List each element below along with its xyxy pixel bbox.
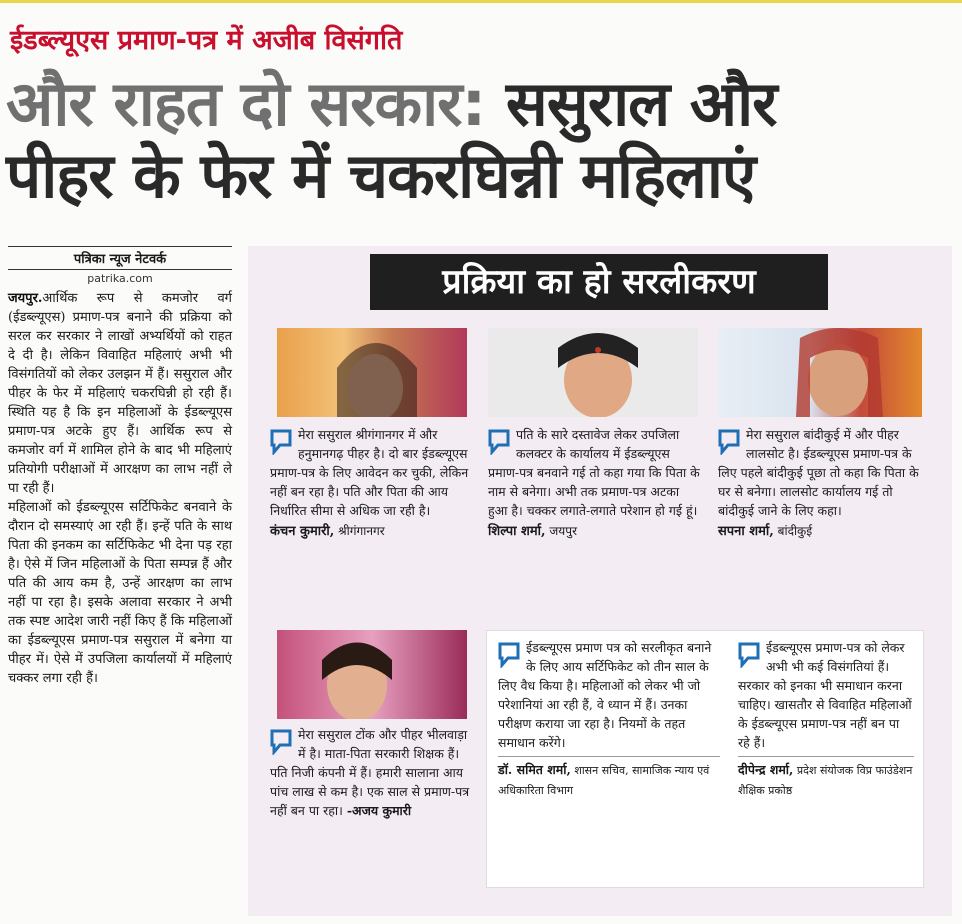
photo-shilpa-sharma: [488, 328, 698, 417]
article-column: [8, 246, 232, 906]
article-text-1: आर्थिक रूप से कमजोर वर्ग (ईडब्ल्यूएस) प्रमाण-पत्र बनाने की प्रक्रिया को सरल कर सरकार ने लाखों अभ्यर्थियों को राहत दे दी है। लेकिन विवाहित महिलाएं अभी भी विसंगतियों को लेकर उलझन में हैं। ससुराल और पीहर के फेर में महिलाएं चकरघिन्नी हो रही हैं। स्थिति यह है कि इन महिलाओं के ईडब्ल्यूएस प्रमाण-पत्र अटके हुए हैं। आर्थिक रूप से कमजोर वर्ग में शामिल होने के बाद भी महिलाएं प्रतियोगी परीक्षाओं में आरक्षण का लाभ नहीं ले पा रही हैं।: [8, 291, 232, 496]
quote-signature: [270, 522, 470, 541]
quote-3: [718, 425, 926, 541]
headline: [6, 68, 956, 212]
official-signature: [738, 756, 914, 800]
quote-name: सपना शर्मा,: [718, 524, 774, 539]
official-quote-1: [498, 638, 720, 800]
quote-name: -अजय कुमारी: [346, 803, 412, 818]
photo-kanchan-kumari: [277, 328, 467, 417]
quote-icon: [270, 429, 292, 455]
quote-text: मेरा ससुराल टोंक और पीहर भीलवाड़ा में है। माता-पिता सरकारी शिक्षक हैं। पति निजी कंपनी में हैं। हमारी सालाना आय पांच लाख से कम है। एक साल से प्रमाण-पत्र नहीं बन पा रहा।: [270, 727, 470, 818]
quote-icon: [718, 429, 740, 455]
quote-signature: [718, 522, 926, 541]
site-url: patrika.com: [87, 272, 153, 285]
article-body: [8, 289, 232, 688]
quote-text: मेरा ससुराल श्रीगंगानगर में और हनुमानगढ़ पीहर है। दो बार ईडब्ल्यूएस प्रमाण-पत्र के लिए आवेदन कर चुकी, लेकिन नहीं बन रहा है। पति और पिता की आय निर्धारित सीमा से अधिक जा रही है।: [270, 427, 469, 518]
official-name: डॉ. समित शर्मा,: [498, 762, 571, 777]
quote-icon: [488, 429, 510, 455]
official-signature: [498, 756, 720, 800]
kicker: ईडब्ल्यूएस प्रमाण-पत्र में अजीब विसंगति: [10, 25, 403, 56]
quote-icon: [738, 642, 760, 668]
official-role: शासन सचिव, सामाजिक न्याय एवं अधिकारिता विभाग: [498, 764, 710, 797]
quote-place: बांदीकुई: [773, 524, 813, 538]
headline-part1: और राहत दो सरकार:: [6, 67, 486, 140]
article-paragraph-2: महिलाओं को ईडब्ल्यूएस सर्टिफिकेट बनवाने के दौरान दो समस्याएं आ रही हैं। इन्हें पति के साथ पिता की इनकम का सर्टिफिकेट भी देना पड़ रहा है। ऐसे में जिन महिलाओं के पिता सम्पन्न हैं और पति की आय कम है, उन्हें आरक्षण का लाभ नहीं पा रहा है। इसके अलावा सरकार ने अभी तक स्पष्ट आदेश जारी नहीं किए हैं कि महिलाओं का ईडब्ल्यूएस प्रमाण-पत्र ससुराल में बनेगा या पीहर में। ऐसे में उपजिला कार्यालयों में महिलाएं चक्कर लगा रही हैं।: [8, 500, 232, 686]
headline-line2: पीहर के फेर में चकरघिन्नी महिलाएं: [6, 139, 756, 212]
portrait-icon: [277, 630, 467, 719]
official-quote-2: [738, 638, 914, 800]
article-paragraph-1: [8, 289, 232, 498]
byline: पत्रिका न्यूज नेटवर्क: [8, 246, 232, 270]
quote-place: जयपुर: [545, 524, 577, 538]
quote-icon: [270, 729, 292, 755]
quote-2: [488, 425, 702, 541]
quote-name: कंचन कुमारी,: [270, 524, 335, 539]
headline-part2: ससुराल और: [485, 67, 777, 140]
quote-text: मेरा ससुराल बांदीकुई में और पीहर लालसोट है। ईडब्ल्यूएस प्रमाण-पत्र के लिए पहले बांदीकुई पूछा तो कहा कि पिता के घर से बनेगा। लालसोट कार्यालय गई तो बांदीकुई जाने के लिए कहा।: [718, 427, 919, 518]
top-rule: [0, 0, 962, 3]
official-text: ईडब्ल्यूएस प्रमाण पत्र को सरलीकृत बनाने के लिए आय सर्टिफिकेट को तीन साल के लिए वैध किया है। महिलाओं को लेकर भी जो परेशानियां आ रही हैं, वे ध्यान में हैं। उनका परीक्षण कराया जा रहा है। नियमों के तहत समाधान करेंगे।: [498, 640, 712, 750]
dateline: जयपुर.: [8, 291, 43, 306]
official-text: ईडब्ल्यूएस प्रमाण-पत्र को लेकर अभी भी कई विसंगतियां हैं। सरकार को इनका भी समाधान करना चाहिए। खासतौर से विवाहित महिलाओं के ईडब्ल्यूएस प्रमाण-पत्र नहीं बन पा रहे हैं।: [738, 640, 912, 750]
quote-signature: [488, 522, 702, 541]
portrait-icon: [277, 328, 467, 417]
portrait-icon: [718, 328, 922, 417]
official-name: दीपेन्द्र शर्मा,: [738, 762, 794, 777]
quote-icon: [498, 642, 520, 668]
quote-1: [270, 425, 470, 541]
quote-text: पति के सारे दस्तावेज लेकर उपजिला कलक्टर के कार्यालय में ईडब्ल्यूएस प्रमाण-पत्र बनवाने गई तो कहा गया कि पिता के नाम से बनेगा। अभी तक प्रमाण-पत्र अटका हुआ है। चक्कर लगाते-लगाते परेशान हो गई हूं।: [488, 427, 700, 518]
official-role: प्रदेश संयोजक विप्र फाउंडेशन शैक्षिक प्रकोष्ठ: [738, 764, 913, 797]
photo-ajay-kumari: [277, 630, 467, 719]
photo-sapna-sharma: [718, 328, 922, 417]
quote-place: श्रीगंगानगर: [334, 524, 385, 538]
portrait-icon: [488, 328, 698, 417]
section-banner: प्रक्रिया का हो सरलीकरण: [370, 254, 828, 310]
quote-4: [270, 725, 470, 820]
quote-name: शिल्पा शर्मा,: [488, 524, 546, 539]
